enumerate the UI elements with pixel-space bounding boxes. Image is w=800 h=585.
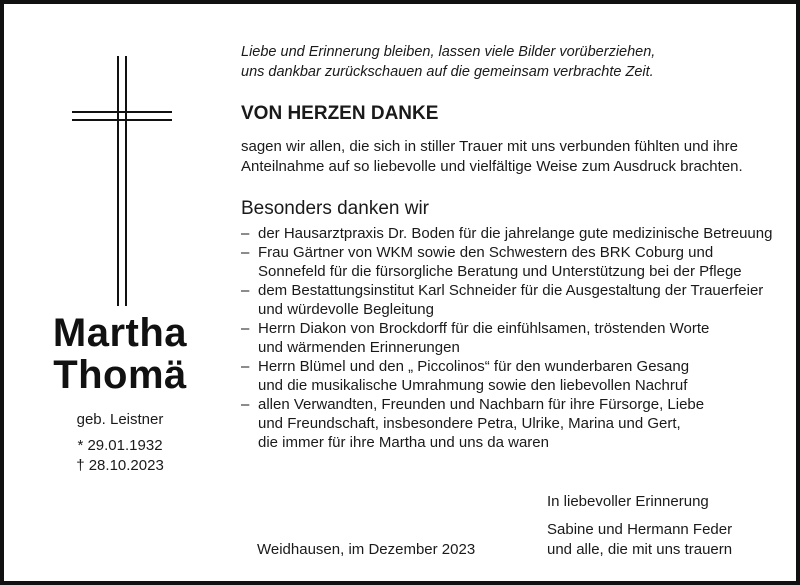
intro-text	[241, 137, 781, 177]
dash-bullet: –	[241, 244, 250, 261]
death-date: † 28.10.2023	[76, 457, 164, 474]
signer-line: und alle, die mit uns trauern	[547, 541, 733, 558]
thanks-item-line: Herrn Blümel und den „ Piccolinos“ für den wunderbaren Gesang	[258, 358, 690, 375]
dash-bullet: –	[241, 358, 250, 375]
signer-line: Sabine und Hermann Feder	[547, 521, 733, 538]
closing-phrase: In liebevoller Erinnerung	[547, 493, 709, 510]
thanks-item-line: dem Bestattungsinstitut Karl Schneider für die Ausgestaltung der Trauerfeier	[258, 282, 764, 299]
intro-line: sagen wir allen, die sich in stiller Trauer mit uns verbunden fühlten und ihre	[241, 138, 738, 155]
deceased-last-name: Thomä	[53, 353, 187, 397]
special-thanks-heading: Besonders danken wir	[241, 198, 429, 219]
cross-icon	[72, 56, 172, 306]
thanks-list	[241, 224, 786, 452]
thanks-item	[241, 357, 786, 395]
thanks-item-line: allen Verwandten, Freunden und Nachbarn für ihre Fürsorge, Liebe	[258, 396, 705, 413]
quote-line: uns dankbar zurückschauen auf die gemeinsam verbrachte Zeit.	[241, 64, 654, 80]
memorial-quote	[241, 42, 761, 82]
thanks-item-line: der Hausarztpraxis Dr. Boden für die jahrelange gute medizinische Betreuung	[258, 225, 773, 242]
thanks-item-line: Herrn Diakon von Brockdorff für die einfühlsamen, tröstenden Worte	[258, 320, 710, 337]
thanks-item-line: die immer für ihre Martha und uns da waren	[258, 434, 549, 451]
intro-line: Anteilnahme auf so liebevolle und vielfältige Weise zum Ausdruck brachten.	[241, 158, 743, 175]
maiden-name: geb. Leistner	[76, 411, 164, 428]
thanks-item-line: und würdevolle Begleitung	[258, 301, 434, 318]
thanks-item	[241, 319, 786, 357]
place-date: Weidhausen, im Dezember 2023	[257, 541, 476, 558]
dash-bullet: –	[241, 320, 250, 337]
thanks-item-line: und wärmenden Erinnerungen	[258, 339, 460, 356]
thanks-item-line: und die musikalische Umrahmung sowie den liebevollen Nachruf	[258, 377, 688, 394]
deceased-name	[4, 312, 236, 396]
quote-line: Liebe und Erinnerung bleiben, lassen viele Bilder vorüberziehen,	[241, 44, 656, 60]
thanks-item-line: Sonnefeld für die fürsorgliche Beratung und Unterstützung bei der Pflege	[258, 263, 742, 280]
dash-bullet: –	[241, 225, 250, 242]
thanks-item-line: Frau Gärtner von WKM sowie den Schwestern des BRK Coburg und	[258, 244, 714, 261]
dash-bullet: –	[241, 396, 250, 413]
thanks-item	[241, 243, 786, 281]
deceased-first-name: Martha	[52, 311, 188, 355]
thanks-heading: VON HERZEN DANKE	[241, 103, 439, 124]
thanks-item-line: und Freundschaft, insbesondere Petra, Ulrike, Marina und Gert,	[258, 415, 681, 432]
signers	[547, 520, 732, 560]
birth-date: * 29.01.1932	[77, 437, 163, 454]
dash-bullet: –	[241, 282, 250, 299]
thanks-item	[241, 224, 786, 243]
thanks-item	[241, 395, 786, 452]
thanks-item	[241, 281, 786, 319]
